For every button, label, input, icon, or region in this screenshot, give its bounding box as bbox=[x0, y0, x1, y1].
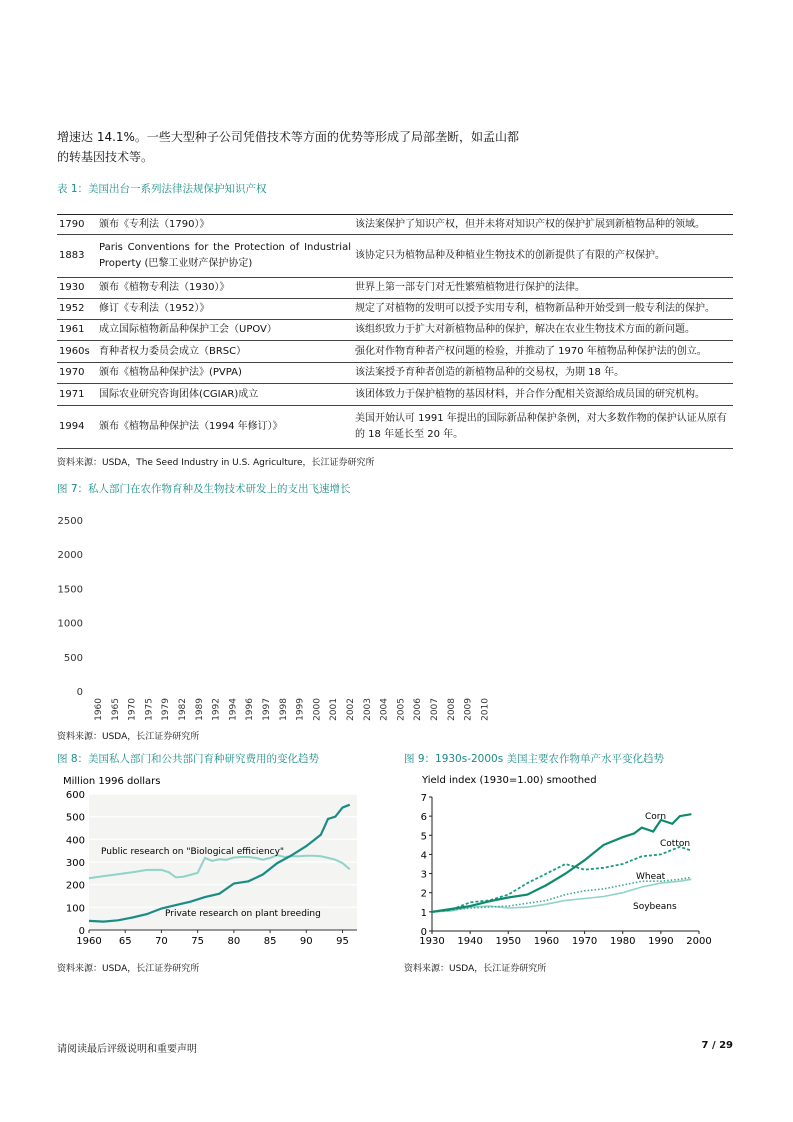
figure9-x-tick-label: 1980 bbox=[609, 936, 636, 947]
table-row bbox=[57, 299, 733, 320]
figure7-x-tick-label: 2008 bbox=[446, 698, 457, 721]
figure9-y-tick-label: 3 bbox=[420, 869, 427, 881]
figure7-caption: 图 7：私人部门在农作物育种及生物技术研发上的支出飞速增长 bbox=[57, 483, 351, 495]
figure9-x-tick-label: 1990 bbox=[648, 936, 674, 947]
figure9-corn-label: Corn bbox=[645, 812, 667, 822]
figure8-x-ticks bbox=[76, 930, 357, 947]
figure8-chart bbox=[57, 770, 367, 950]
figure7-x-tick-label: 1982 bbox=[178, 698, 188, 721]
figure7-x-tick-label: 2005 bbox=[396, 698, 407, 721]
figure8-y-tick-label: 600 bbox=[65, 790, 85, 801]
table-cell-name: 育种者权力委员会成立（BRSC） bbox=[97, 341, 353, 363]
figure7-y-tick-label: 2500 bbox=[57, 516, 83, 527]
table-cell-year: 1790 bbox=[57, 215, 97, 235]
figure7-chart bbox=[57, 508, 517, 728]
table-cell-name: 国际农业研究咨询团体(CGIAR)成立 bbox=[97, 384, 353, 406]
table-cell-name: 颁布《植物品种保护法》(PVPA) bbox=[97, 363, 353, 384]
figure8-x-tick-label: 95 bbox=[336, 936, 349, 947]
figure8-x-tick-label: 1960 bbox=[76, 936, 102, 947]
figure9-x-tick-label: 1970 bbox=[571, 936, 598, 947]
figure7-x-tick-label: 1960 bbox=[94, 698, 104, 721]
table-cell-desc: 该团体致力于保护植物的基因材料，并合作分配相关资源给成员国的研究机构。 bbox=[353, 384, 733, 406]
table-cell-year: 1930 bbox=[57, 278, 97, 299]
table-cell-year: 1960s bbox=[57, 341, 97, 363]
figure7-x-tick-label: 1998 bbox=[278, 698, 289, 721]
figure7-y-tick-label: 0 bbox=[76, 687, 83, 698]
figure8-private-series-label: Private research on plant breeding bbox=[165, 909, 321, 919]
table-cell-year: 1883 bbox=[57, 235, 97, 278]
figure8-x-tick-label: 85 bbox=[263, 936, 277, 947]
figure8-y-tick-label: 300 bbox=[65, 858, 85, 869]
figure9-source: 资料来源：USDA，长江证券研究所 bbox=[404, 964, 547, 974]
figure9-x-tick-label: 1960 bbox=[533, 936, 560, 947]
figure8-x-tick-label: 75 bbox=[191, 936, 205, 947]
figure7-x-tick-label: 1996 bbox=[245, 698, 256, 721]
figure7-x-tick-label: 2004 bbox=[379, 698, 390, 721]
table-cell-desc: 美国开始认可 1991 年提出的国际新品种保护条例，对大多数作物的保护认证从原有的 18 年延长至 20 年。 bbox=[353, 406, 733, 449]
figure9-y-tick-label: 4 bbox=[420, 850, 427, 862]
figure8-y-axis-label: Million 1996 dollars bbox=[63, 776, 161, 787]
figure7-y-tick-label: 500 bbox=[63, 652, 83, 664]
footer-disclaimer: 请阅读最后评级说明和重要声明 bbox=[57, 1044, 197, 1055]
table-cell-name: 修订《专利法（1952）》 bbox=[97, 299, 353, 320]
figure7-x-tick-label: 2007 bbox=[430, 698, 440, 721]
table-cell-desc: 规定了对植物的发明可以授予实用专利，植物新品种开始受到一般专利法的保护。 bbox=[353, 299, 733, 320]
figure9-y-ticks bbox=[421, 793, 432, 938]
table-cell-year: 1961 bbox=[57, 320, 97, 341]
figure9-wheat-label: Wheat bbox=[636, 872, 666, 882]
figure7-x-tick-label: 1979 bbox=[161, 698, 172, 721]
intro-line-2: 的转基因技术等。 bbox=[57, 150, 154, 164]
table-row bbox=[57, 278, 733, 299]
figure7-x-tick-label: 1994 bbox=[228, 698, 239, 721]
table-cell-desc: 该法案保护了知识产权，但并未将对知识产权的保护扩展到新植物品种的领域。 bbox=[353, 215, 733, 235]
figure9-y-tick-label: 7 bbox=[420, 793, 427, 804]
figure7-x-tick-label: 1970 bbox=[127, 698, 138, 721]
figure9-cotton-label: Cotton bbox=[660, 839, 691, 849]
figure7-x-tick-label: 2001 bbox=[329, 698, 340, 721]
table-cell-year: 1952 bbox=[57, 299, 97, 320]
table1-caption: 表 1：美国出台一系列法律法规保护知识产权 bbox=[57, 183, 267, 195]
figure7-x-tick-label: 2009 bbox=[463, 698, 474, 721]
figure9-x-ticks bbox=[419, 931, 711, 947]
figure7-x-tick-label: 1975 bbox=[144, 698, 155, 721]
figure9-y-tick-label: 2 bbox=[420, 888, 427, 900]
figure7-x-tick-label: 1999 bbox=[295, 698, 306, 721]
figure7-x-tick-label: 1992 bbox=[211, 698, 222, 721]
figure7-x-tick-label: 2010 bbox=[480, 698, 491, 721]
figure7-y-tick-label: 1500 bbox=[57, 584, 83, 596]
table1-source: 资料来源：USDA，The Seed Industry in U.S. Agriculture，长江证券研究所 bbox=[57, 458, 375, 468]
figure8-y-tick-label: 400 bbox=[65, 835, 85, 847]
figure7-x-ticks bbox=[94, 698, 490, 721]
figure7-x-tick-label: 1965 bbox=[110, 698, 121, 721]
figure8-caption: 图 8：美国私人部门和公共部门育种研究费用的变化趋势 bbox=[57, 753, 320, 765]
figure8-public-series-label: Public research on "Biological efficiency" bbox=[101, 847, 285, 857]
table-cell-desc: 该法案授予育种者创造的新植物品种的交易权，为期 18 年。 bbox=[353, 363, 733, 384]
table-row bbox=[57, 341, 733, 363]
table-cell-desc: 该组织致力于扩大对新植物品种的保护，解决在农业生物技术方面的新问题。 bbox=[353, 320, 733, 341]
figure8-x-tick-label: 80 bbox=[227, 936, 241, 947]
figure7-x-tick-label: 1997 bbox=[262, 698, 272, 721]
table-cell-year: 1971 bbox=[57, 384, 97, 406]
figure8-y-tick-label: 0 bbox=[78, 926, 85, 937]
figure9-chart bbox=[404, 770, 724, 950]
figure8-x-tick-label: 70 bbox=[155, 936, 168, 947]
figure9-y-tick-label: 1 bbox=[420, 907, 427, 919]
table-row bbox=[57, 235, 733, 278]
figure9-x-tick-label: 1940 bbox=[457, 936, 483, 947]
figure8-y-tick-label: 100 bbox=[65, 903, 85, 915]
figure8-y-tick-label: 500 bbox=[65, 812, 85, 824]
law-table bbox=[57, 214, 733, 449]
figure7-y-tick-label: 2000 bbox=[57, 550, 83, 562]
figure7-x-tick-label: 2006 bbox=[413, 698, 424, 721]
table-cell-name: Paris Conventions for the Protection of Industrial Property (巴黎工业财产保护协定) bbox=[97, 235, 353, 278]
figure9-y-axis-label: Yield index (1930=1.00) smoothed bbox=[422, 775, 597, 786]
figure9-y-tick-label: 6 bbox=[420, 812, 427, 824]
figure8-x-tick-label: 65 bbox=[118, 936, 132, 947]
figure7-x-tick-label: 2000 bbox=[312, 698, 323, 721]
page-number: 7 / 29 bbox=[701, 1040, 733, 1051]
figure7-y-tick-label: 1000 bbox=[57, 618, 83, 630]
figure7-x-tick-label: 1989 bbox=[194, 698, 205, 721]
figure8-y-tick-label: 200 bbox=[65, 880, 85, 892]
figure9-caption: 图 9：1930s-2000s 美国主要农作物单产水平变化趋势 bbox=[404, 753, 665, 765]
intro-paragraph bbox=[57, 127, 527, 167]
table-cell-name: 颁布《植物品种保护法（1994 年修订）》 bbox=[97, 406, 353, 449]
table-row bbox=[57, 215, 733, 235]
table-row bbox=[57, 363, 733, 384]
table-row bbox=[57, 320, 733, 341]
table-cell-desc: 强化对作物育种者产权问题的检验，并推动了 1970 年植物品种保护法的创立。 bbox=[353, 341, 733, 363]
table-cell-name: 成立国际植物新品种保护工会（UPOV） bbox=[97, 320, 353, 341]
table-cell-year: 1970 bbox=[57, 363, 97, 384]
figure7-y-ticks bbox=[58, 516, 83, 698]
figure9-corn-series-line bbox=[432, 814, 691, 912]
figure8-y-ticks bbox=[66, 790, 85, 937]
table-cell-name: 颁布《专利法（1790）》 bbox=[97, 215, 353, 235]
table-row bbox=[57, 384, 733, 406]
table-cell-desc: 该协定只为植物品种及种植业生物技术的创新提供了有限的产权保护。 bbox=[353, 235, 733, 278]
figure9-y-tick-label: 5 bbox=[420, 831, 427, 843]
figure8-x-tick-label: 90 bbox=[299, 936, 313, 947]
table-cell-name: 颁布《植物专利法（1930）》 bbox=[97, 278, 353, 299]
table-cell-desc: 世界上第一部专门对无性繁殖植物进行保护的法律。 bbox=[353, 278, 733, 299]
figure9-x-tick-label: 1950 bbox=[495, 936, 522, 947]
figure8-source: 资料来源：USDA，长江证券研究所 bbox=[57, 964, 200, 974]
table-cell-year: 1994 bbox=[57, 406, 97, 449]
figure9-x-tick-label: 1930 bbox=[419, 936, 445, 947]
figure9-soybeans-label: Soybeans bbox=[633, 902, 677, 912]
figure9-y-tick-label: 0 bbox=[420, 927, 427, 938]
figure7-x-tick-label: 2003 bbox=[362, 698, 373, 721]
figure7-source: 资料来源：USDA，长江证券研究所 bbox=[57, 732, 200, 742]
intro-line-1: 增速达 14.1%。一些大型种子公司凭借技术等方面的优势等形成了局部垄断，如孟山都 bbox=[57, 130, 519, 144]
table-row bbox=[57, 406, 733, 449]
figure9-x-tick-label: 2000 bbox=[686, 936, 712, 947]
figure7-x-tick-label: 2002 bbox=[346, 698, 356, 721]
